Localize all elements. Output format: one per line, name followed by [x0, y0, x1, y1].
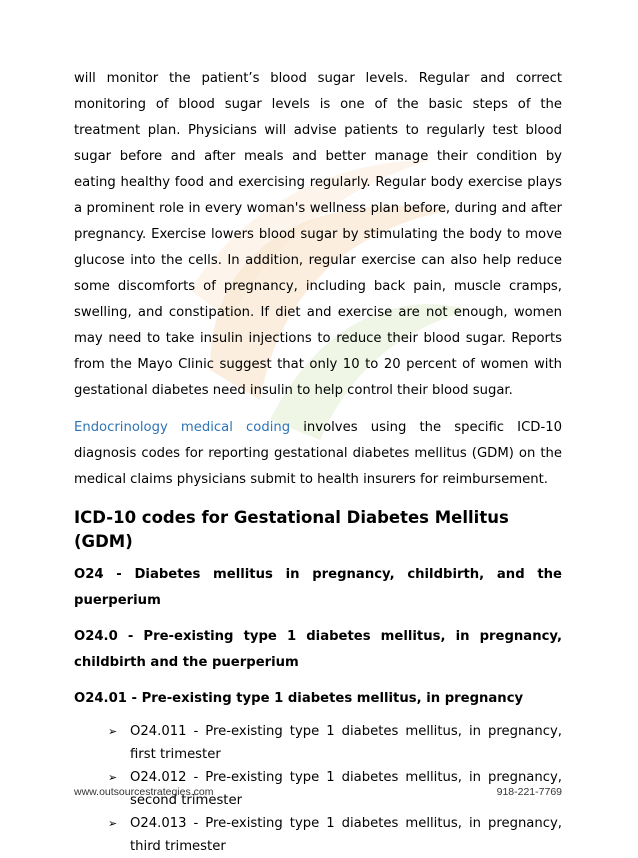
endocrinology-coding-link[interactable]: Endocrinology medical coding	[74, 420, 291, 435]
document-page	[74, 66, 562, 858]
code-heading-o24-01: O24.01 - Pre-existing type 1 diabetes mellitus, in pregnancy	[74, 691, 524, 706]
list-item-text: O24.011 - Pre-existing type 1 diabetes mellitus, in pregnancy, first trimester	[130, 724, 562, 762]
list-item	[108, 720, 562, 766]
list-item	[108, 812, 562, 858]
body-paragraph-1: will monitor the patient’s blood sugar levels. Regular and correct monitoring of blood sugar levels is one of the basic steps of the treatment plan. Physicians will advise patients to regularly test blood sugar before and after meals and better manage their condition by eating healthy food and exercising regularly. Regular body exercise plays a prominent role in every woman's wellness plan before, during and after pregnancy. Exercise lowers blood sugar by stimulating the body to move glucose into the cells. In addition, regular exercise can also help reduce some discomforts of pregnancy, including back pain, muscle cramps, swelling, and constipation. If diet and exercise are not enough, women may need to take insulin injections to reduce their blood sugar. Reports from the Mayo Clinic suggest that only 10 to 20 percent of women with gestational diabetes need insulin to help control their blood sugar.	[74, 71, 562, 398]
body-paragraph-2	[74, 415, 562, 493]
arrow-bullet-icon: ➢	[108, 771, 118, 784]
code-heading-o24-0: O24.0 - Pre-existing type 1 diabetes mellitus, in pregnancy, childbirth and the puerperium	[74, 629, 562, 670]
section-heading: ICD-10 codes for Gestational Diabetes Mellitus (GDM)	[74, 508, 509, 551]
list-item-text: O24.013 - Pre-existing type 1 diabetes mellitus, in pregnancy, third trimester	[130, 816, 562, 854]
footer-website: www.outsourcestrategies.com	[74, 786, 214, 798]
body-paragraph-2-text: involves using the specific ICD-10 diagnosis codes for reporting gestational diabetes mellitus (GDM) on the medical claims physicians submit to health insurers for reimbursement.	[74, 420, 562, 487]
arrow-bullet-icon: ➢	[108, 725, 118, 738]
page-footer	[74, 786, 562, 802]
footer-phone: 918-221-7769	[496, 786, 562, 798]
list-item-text: O24.012 - Pre-existing type 1 diabetes mellitus, in pregnancy, second trimester	[130, 770, 562, 808]
arrow-bullet-icon: ➢	[108, 817, 118, 830]
code-heading-o24: O24 - Diabetes mellitus in pregnancy, childbirth, and the puerperium	[74, 567, 562, 608]
